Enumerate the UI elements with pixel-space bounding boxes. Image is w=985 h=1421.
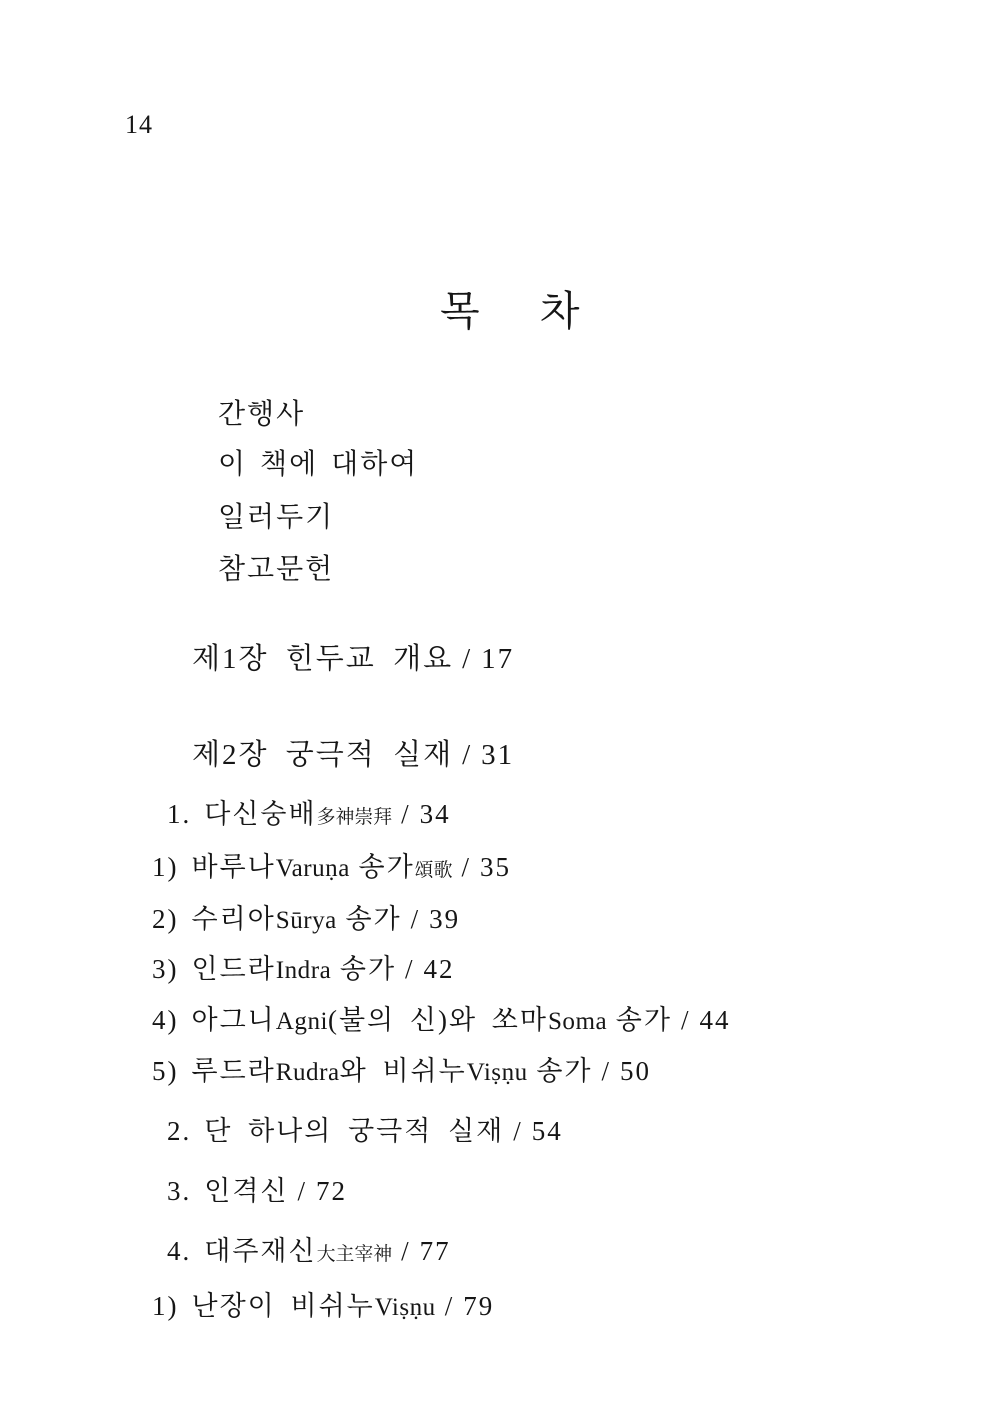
entry-page: 79: [463, 1291, 495, 1321]
entry-num: 5): [152, 1056, 179, 1086]
entry-num: 1): [152, 852, 179, 882]
entry-page: 31: [481, 739, 515, 771]
entry-text: 송가: [536, 1056, 593, 1086]
toc-entry-about-this-book: [218, 451, 418, 479]
toc-entry-notes: [218, 504, 334, 532]
entry-text: 루드라: [191, 1056, 276, 1086]
entry-text: 간행사: [218, 399, 306, 430]
entry-text: 송가: [345, 904, 402, 934]
entry-num: 3): [152, 954, 179, 984]
entry-text: 송가: [358, 852, 415, 882]
entry-text: 수리아: [191, 904, 276, 934]
entry-page: 34: [419, 799, 451, 829]
hanja-annotation: 大主宰神: [316, 1244, 393, 1265]
entry-num: 1.: [167, 799, 192, 829]
toc-entry-section-4: [167, 1238, 451, 1265]
separator: /: [405, 954, 415, 984]
entry-text: 다신숭배: [204, 799, 317, 829]
toc-entry-subsection-1-4: [152, 1007, 730, 1034]
entry-num: 2): [152, 904, 179, 934]
toc-entry-subsection-1-3: [152, 956, 455, 983]
entry-page: 44: [699, 1005, 731, 1035]
entry-page: 50: [620, 1056, 651, 1086]
latin-name: Viṣṇu: [374, 1294, 436, 1321]
entry-num: 2.: [167, 1116, 192, 1146]
entry-text: 인격신: [204, 1176, 289, 1206]
toc-entry-section-2: [167, 1118, 563, 1145]
separator: /: [513, 1116, 523, 1146]
entry-num: 4.: [167, 1236, 192, 1266]
entry-text: 난장이 비쉬누: [191, 1291, 375, 1321]
entry-text: 제2장 궁극적 실재: [192, 739, 454, 771]
latin-name: Rudra: [275, 1059, 340, 1086]
entry-text: 일러두기: [218, 502, 335, 533]
separator: /: [462, 739, 473, 771]
entry-num: 1): [152, 1291, 179, 1321]
toc-entry-references: [218, 556, 334, 584]
entry-text: 인드라: [191, 954, 276, 984]
latin-name: Soma: [547, 1008, 608, 1035]
entry-text: 송가: [615, 1005, 672, 1035]
toc-entry-chapter-1: [192, 645, 514, 674]
latin-name: Varuṇa: [275, 855, 350, 882]
entry-text: 대주재신: [204, 1236, 317, 1266]
toc-entry-subsection-1-2: [152, 906, 460, 933]
entry-text: 참고문헌: [218, 554, 335, 585]
entry-page: 42: [423, 954, 455, 984]
toc-entry-subsection-1-1: [152, 854, 511, 881]
entry-text: 바루나: [191, 852, 276, 882]
entry-page: 77: [419, 1236, 451, 1266]
entry-page: 72: [316, 1176, 348, 1206]
toc-title: 목 차: [440, 288, 582, 334]
separator: /: [462, 643, 473, 675]
separator: /: [297, 1176, 308, 1206]
page-number: 14: [125, 110, 153, 139]
entry-num: 3.: [167, 1176, 192, 1206]
toc-entry-section-3: [167, 1178, 347, 1205]
latin-name: Sūrya: [275, 907, 337, 934]
entry-page: 35: [479, 852, 511, 882]
entry-text: 와 비쉬누: [339, 1056, 467, 1086]
separator: /: [601, 1056, 611, 1086]
toc-entry-subsection-4-1: [152, 1293, 494, 1320]
toc-entry-subsection-1-5: [152, 1058, 651, 1085]
entry-text: 이 책에 대하여: [218, 449, 419, 480]
separator: /: [410, 904, 421, 934]
entry-page: 39: [429, 904, 461, 934]
hanja-annotation: 多神崇拜: [316, 807, 393, 828]
toc-entry-chapter-2: [192, 741, 514, 770]
hanja-annotation: 頌歌: [414, 860, 453, 881]
separator: /: [461, 852, 471, 882]
separator: /: [401, 1236, 411, 1266]
entry-text: 단 하나의 궁극적 실재: [204, 1116, 505, 1146]
latin-name: Indra: [275, 957, 332, 984]
entry-text: 송가: [339, 954, 397, 984]
toc-entry-preface: [218, 401, 305, 429]
entry-text: 제1장 힌두교 개요: [192, 643, 454, 675]
entry-num: 4): [152, 1005, 179, 1035]
entry-page: 17: [481, 643, 515, 675]
entry-page: 54: [531, 1116, 563, 1146]
latin-name: Viṣṇu: [466, 1059, 528, 1086]
toc-entry-section-1: [167, 801, 451, 828]
separator: /: [680, 1005, 691, 1035]
separator: /: [444, 1291, 455, 1321]
separator: /: [401, 799, 411, 829]
latin-name: Agni: [275, 1008, 328, 1035]
entry-text: 아그니: [191, 1005, 276, 1035]
entry-text: (불의 신)와 쏘마: [327, 1005, 548, 1035]
